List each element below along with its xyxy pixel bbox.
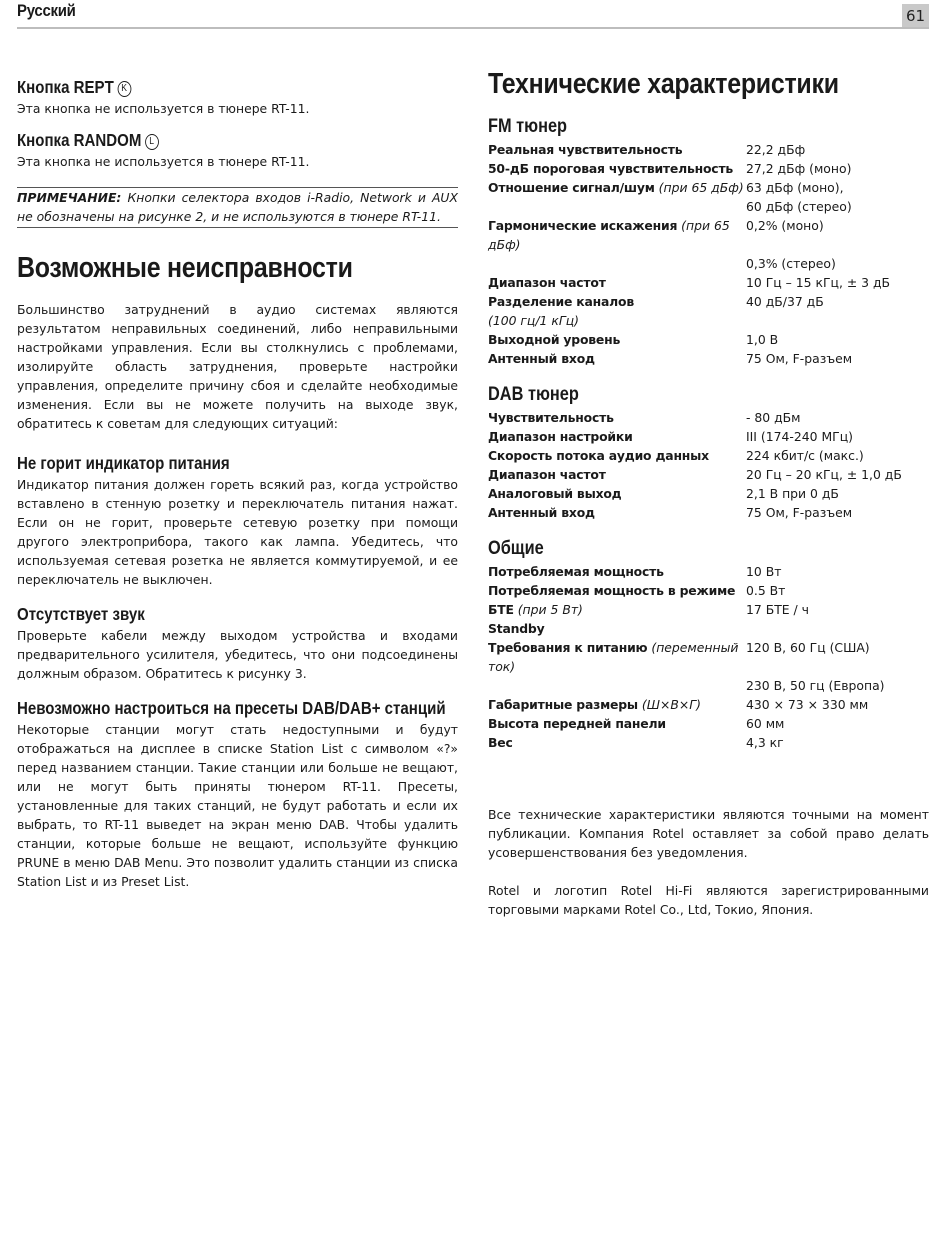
spec-value: - 80 дБм	[746, 410, 801, 425]
note-label: ПРИМЕЧАНИЕ:	[17, 190, 122, 205]
spec-value: 40 дБ/37 дБ	[746, 294, 824, 309]
marker-l-icon: L	[145, 134, 159, 150]
random-text: Эта кнопка не используется в тюнере RT-11.	[17, 154, 310, 169]
spec-row	[488, 197, 929, 216]
no-sound-section	[17, 602, 458, 683]
spec-row	[488, 714, 929, 733]
marker-k-icon: K	[117, 81, 131, 97]
random-section	[17, 128, 458, 171]
spec-row	[488, 484, 929, 503]
spec-row	[488, 503, 929, 522]
spec-value: 10 Гц – 15 кГц, ± 3 дБ	[746, 275, 891, 290]
spec-value: 1,0 В	[746, 332, 779, 347]
spec-label: 50-дБ пороговая чувствительность	[488, 161, 734, 176]
no-sound-text: Проверьте кабели между выходом устройства и входами предварительного усилителя, убедитесь, что они подсоединены должным образом. Обратитесь к рисунку 3.	[17, 628, 458, 681]
spec-value: 430 × 73 × 330 мм	[746, 697, 869, 712]
spec-label-note: (при 5 Вт)	[517, 602, 583, 617]
spec-value: 230 В, 50 гц (Европа)	[746, 678, 885, 693]
dab-presets-text: Некоторые станции могут стать недоступными и будут отображаться на дисплее в списке Station List с символом «?» перед названием станции. Такие станции или больше не вещают, или не могут быть приняты тюнером RT-11. Пресеты, установленные для таких станций, не будут работать и если их выбрать, то RT-11 выведет на экран меню DAB. Чтобы удалить станции, которые больше не вещают, используйте функцию PRUNE в меню DAB Menu. Это позволит удалить станции из списка Station List и из Preset List.	[17, 722, 458, 889]
spec-row	[488, 638, 929, 676]
fm-tuner-group	[488, 114, 929, 368]
spec-row	[488, 349, 929, 368]
left-column	[17, 75, 458, 891]
spec-value: 2,1 В при 0 дБ	[746, 486, 839, 501]
spec-label: Антенный вход	[488, 351, 595, 366]
spec-row	[488, 562, 929, 581]
troubleshooting-title: Возможные неисправности	[17, 252, 353, 284]
troubleshooting-intro: Большинство затруднений в аудио системах являются результатом неправильных соединений, либо неправильными настройками управления. Если вы столкнулись с проблемами, изолируйте область затруднения, проверьте настройки управления, определите причину сбоя и сделайте необходимые изменения. Если вы не можете получить на выходе звук, обратитесь к советам для следующих ситуаций:	[17, 302, 458, 431]
spec-value: 10 Вт	[746, 564, 782, 579]
spec-value: 0.5 Вт	[746, 583, 786, 598]
spec-row	[488, 178, 929, 197]
language-label: Русский	[17, 1, 76, 20]
spec-label: Выходной уровень	[488, 332, 621, 347]
spec-row	[488, 216, 929, 254]
dab-tuner-group	[488, 382, 929, 522]
spec-row	[488, 330, 929, 349]
specs-disclaimer: Все технические характеристики являются точными на момент публикации. Компания Rotel оставляет за собой право делать усовершенствования без уведомления.	[488, 807, 929, 860]
header-rule	[17, 27, 929, 29]
spec-row	[488, 408, 929, 427]
spec-row	[488, 311, 929, 330]
spec-value: 27,2 дБф (моно)	[746, 161, 852, 176]
spec-label: Высота передней панели	[488, 716, 666, 731]
random-title: Кнопка RANDOM L	[17, 128, 396, 152]
spec-value	[746, 311, 929, 330]
spec-label: Габаритные размеры	[488, 697, 638, 712]
spec-value: 22,2 дБф	[746, 142, 806, 157]
power-indicator-text: Индикатор питания должен гореть всякий раз, когда устройство вставлено в стенную розетку и переключатель питания нажат. Если он не горит, проверьте сетевую розетку при помощи другого электроприбора, такого как лампа. Убедитесь, что используемая сетевая розетка не является коммутируемой, и ее переключатель не выключен.	[17, 477, 458, 587]
spec-label-note: (при 65 дБф)	[658, 180, 744, 195]
right-column	[488, 66, 929, 919]
spec-row	[488, 446, 929, 465]
troubleshooting-section	[17, 250, 458, 891]
spec-label: Диапазон частот	[488, 467, 606, 482]
spec-row	[488, 140, 929, 159]
spec-value: 224 кбит/с (макс.)	[746, 448, 864, 463]
spec-row	[488, 581, 929, 600]
dab-presets-title: Невозможно настроиться на пресеты DAB/DAB+ станций	[17, 698, 446, 718]
no-sound-title: Отсутствует звук	[17, 604, 145, 624]
spec-label: Аналоговый выход	[488, 486, 622, 501]
spec-label: Разделение каналов	[488, 294, 635, 309]
spec-label: Гармонические искажения	[488, 218, 678, 233]
power-indicator-title: Не горит индикатор питания	[17, 453, 230, 473]
spec-value: 0,3% (стерео)	[746, 256, 836, 271]
spec-label-note: (переменный ток)	[488, 640, 739, 674]
spec-row	[488, 600, 929, 619]
spec-label: Вес	[488, 735, 513, 750]
power-indicator-section	[17, 451, 458, 589]
spec-value: 60 мм	[746, 716, 785, 731]
spec-value: 63 дБф (моно),	[746, 180, 844, 195]
spec-row	[488, 695, 929, 714]
general-title: Общие	[488, 538, 544, 559]
spec-label: Standby	[488, 621, 545, 636]
spec-value: 0,2% (моно)	[746, 218, 824, 233]
rept-title: Кнопка REPT K	[17, 75, 396, 99]
spec-value: 75 Ом, F-разъем	[746, 351, 853, 366]
spec-label: Антенный вход	[488, 505, 595, 520]
spec-label-note: (при 65 дБф)	[488, 218, 730, 252]
spec-row	[488, 465, 929, 484]
specs-title: Технические характеристики	[488, 68, 839, 100]
spec-value: 75 Ом, F-разъем	[746, 505, 853, 520]
trademark-text: Rotel и логотип Rotel Hi-Fi являются зарегистрированными торговыми марками Rotel Co., Ltd, Токио, Япония.	[488, 883, 929, 917]
rept-text: Эта кнопка не используется в тюнере RT-11.	[17, 101, 310, 116]
spec-groups	[488, 114, 929, 752]
spec-label: БТЕ	[488, 602, 514, 617]
spec-value	[746, 619, 929, 638]
dab-presets-section	[17, 696, 458, 891]
spec-label: Диапазон частот	[488, 275, 606, 290]
spec-row	[488, 427, 929, 446]
spec-value: 17 БТЕ / ч	[746, 602, 809, 617]
spec-label: Потребляемая мощность в режиме	[488, 583, 736, 598]
dab-tuner-title: DAB тюнер	[488, 384, 579, 405]
spec-label: Требования к питанию	[488, 640, 648, 655]
spec-label: Скорость потока аудио данных	[488, 448, 709, 463]
spec-label: Реальная чувствительность	[488, 142, 683, 157]
spec-row	[488, 273, 929, 292]
spec-label-note: (Ш×В×Г)	[641, 697, 701, 712]
spec-value: 20 Гц – 20 кГц, ± 1,0 дБ	[746, 467, 902, 482]
fm-tuner-title: FM тюнер	[488, 116, 568, 137]
spec-value: III (174-240 МГц)	[746, 429, 853, 444]
spec-row	[488, 733, 929, 752]
spec-row	[488, 619, 929, 638]
note-box	[17, 187, 458, 228]
note-text: Кнопки селектора входов i-Radio, Network и AUX не обозначены на рисунке 2, и не используются в тюнере RT-11.	[17, 190, 458, 224]
page-number: 61	[902, 4, 929, 28]
spec-label: Диапазон настройки	[488, 429, 633, 444]
spec-label: Чувствительность	[488, 410, 614, 425]
spec-label-note: (100 гц/1 кГц)	[488, 313, 580, 328]
spec-row	[488, 676, 929, 695]
spec-value: 120 В, 60 Гц (США)	[746, 640, 870, 655]
spec-value: 60 дБф (стерео)	[746, 199, 852, 214]
spec-label: Потребляемая мощность	[488, 564, 664, 579]
spec-row	[488, 254, 929, 273]
spec-value: 4,3 кг	[746, 735, 784, 750]
spec-row	[488, 159, 929, 178]
general-group	[488, 536, 929, 752]
rept-section	[17, 75, 458, 118]
spec-label: Отношение сигнал/шум	[488, 180, 655, 195]
spec-row	[488, 292, 929, 311]
